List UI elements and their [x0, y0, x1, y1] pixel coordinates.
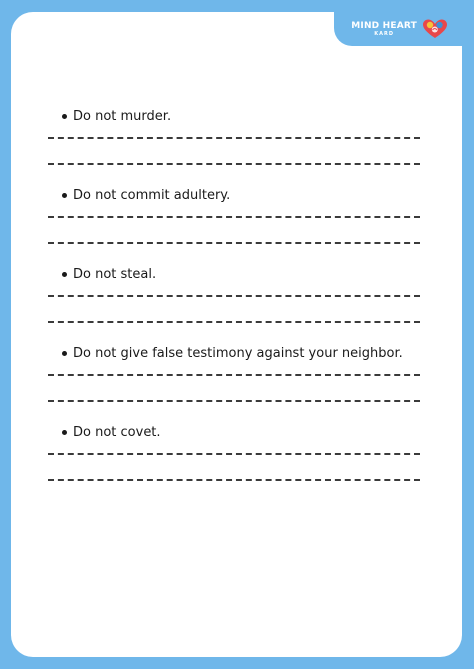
- item-text: Do not covet.: [73, 424, 161, 440]
- bullet-icon: [62, 272, 67, 277]
- answer-line[interactable]: [48, 216, 420, 218]
- answer-line[interactable]: [48, 295, 420, 297]
- list-item: [48, 422, 424, 501]
- bullet-icon: [62, 351, 67, 356]
- list-item: [48, 343, 424, 422]
- list-item: [48, 106, 424, 185]
- brand-tab: [334, 12, 462, 46]
- bullet-icon: [62, 430, 67, 435]
- brand-name: MIND HEART: [351, 20, 417, 31]
- brand-subtitle: KARD: [374, 30, 394, 37]
- answer-line[interactable]: [48, 400, 420, 402]
- prompt-list: [48, 106, 424, 501]
- answer-line[interactable]: [48, 374, 420, 376]
- answer-line[interactable]: [48, 453, 420, 455]
- answer-line[interactable]: [48, 137, 420, 139]
- item-label: [48, 343, 403, 363]
- brand: [351, 18, 448, 40]
- bullet-icon: [62, 114, 67, 119]
- item-label: [48, 185, 230, 205]
- item-text: Do not murder.: [73, 108, 172, 124]
- item-label: [48, 106, 171, 126]
- bullet-icon: [62, 193, 67, 198]
- item-label: [48, 264, 156, 284]
- heart-brain-icon: [422, 18, 448, 40]
- answer-line[interactable]: [48, 242, 420, 244]
- item-label: [48, 422, 161, 442]
- list-item: [48, 185, 424, 264]
- item-text: Do not give false testimony against your neighbor.: [73, 345, 403, 361]
- answer-line[interactable]: [48, 321, 420, 323]
- answer-line[interactable]: [48, 479, 420, 481]
- brand-text: [351, 22, 417, 37]
- list-item: [48, 264, 424, 343]
- item-text: Do not steal.: [73, 266, 157, 282]
- answer-line[interactable]: [48, 163, 420, 165]
- item-text: Do not commit adultery.: [73, 187, 231, 203]
